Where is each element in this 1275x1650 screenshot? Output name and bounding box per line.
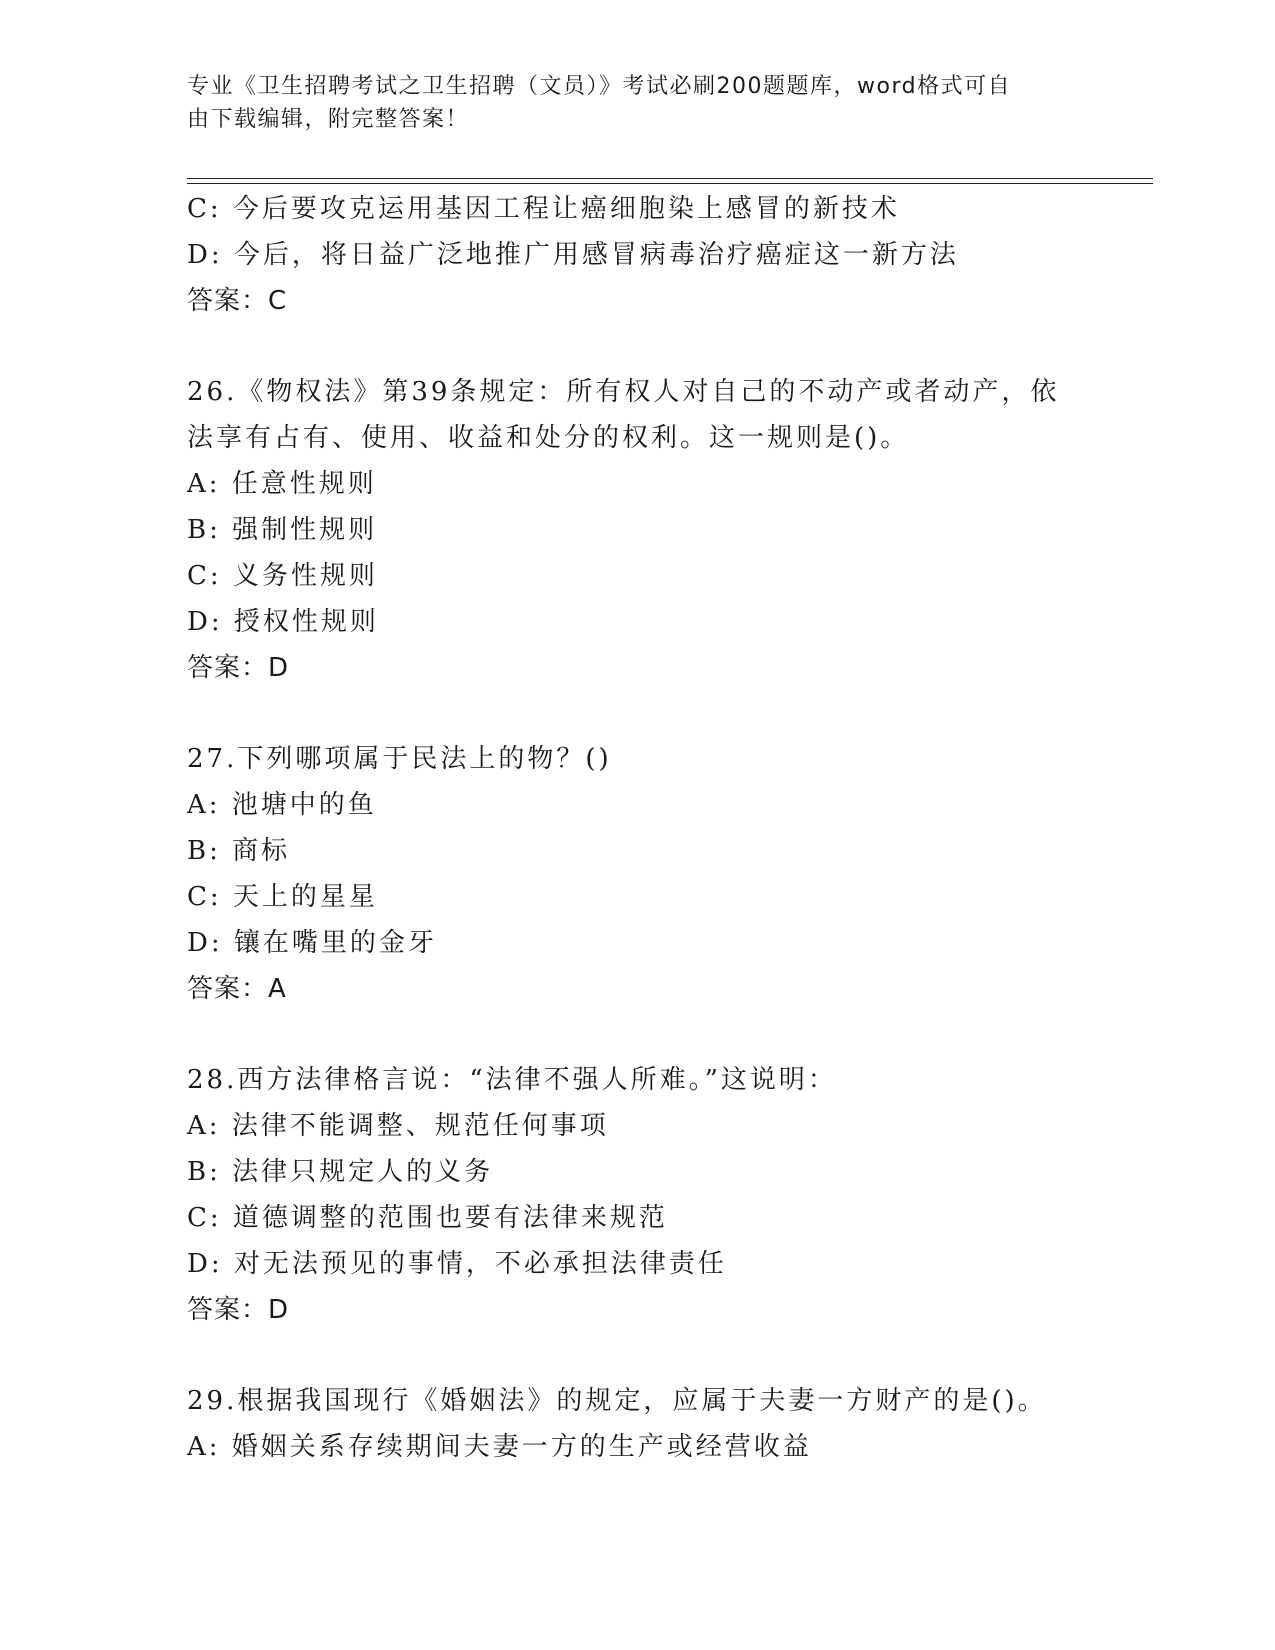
question-list [187,186,1087,1470]
question-stem: 27.下列哪项属于民法上的物？() [187,744,612,774]
answer-label: 答案：A [187,974,287,1004]
header-line-2: 由下载编辑，附完整答案！ [187,107,470,132]
document-header [187,70,1067,136]
option-b: B: 强制性规则 [187,515,378,545]
question-27 [187,736,1087,1012]
option-c: C: 道德调整的范围也要有法律来规范 [187,1203,668,1233]
question-26 [187,369,1087,691]
question-29 [187,1378,1087,1470]
option-c: C: 天上的星星 [187,882,378,912]
option-a: A: 任意性规则 [187,469,377,499]
answer-label: 答案：D [187,653,290,683]
answer-label: 答案：D [187,1295,290,1325]
option-a: A: 池塘中的鱼 [187,790,377,820]
option-d: D: 授权性规则 [187,607,379,637]
option-c: C: 今后要攻克运用基因工程让癌细胞染上感冒的新技术 [187,194,900,224]
question-stem: 28.西方法律格言说：“法律不强人所难。”这说明： [187,1065,837,1095]
header-divider-bottom [187,183,1153,184]
header-line-1: 专业《卫生招聘考试之卫生招聘（文员）》考试必刷200题题库，word格式可自 [187,74,1012,99]
question-stem-continued: 法享有占有、使用、收益和处分的权利。这一规则是()。 [187,423,910,453]
option-d: D: 镶在嘴里的金牙 [187,928,437,958]
option-a: A: 法律不能调整、规范任何事项 [187,1111,609,1141]
answer-label: 答案：C [187,286,288,316]
option-b: B: 商标 [187,836,291,866]
option-d: D: 对无法预见的事情，不必承担法律责任 [187,1249,727,1279]
option-d: D: 今后，将日益广泛地推广用感冒病毒治疗癌症这一新方法 [187,240,959,270]
option-a: A: 婚姻关系存续期间夫妻一方的生产或经营收益 [187,1432,812,1462]
question-stem: 29.根据我国现行《婚姻法》的规定，应属于夫妻一方财产的是()。 [187,1386,1047,1416]
question-28 [187,1057,1087,1333]
option-b: B: 法律只规定人的义务 [187,1157,494,1187]
option-c: C: 义务性规则 [187,561,378,591]
question-25-fragment [187,186,1087,324]
question-stem: 26.《物权法》第39条规定：所有权人对自己的不动产或者动产，依 [187,377,1060,407]
header-divider-top [187,178,1153,179]
